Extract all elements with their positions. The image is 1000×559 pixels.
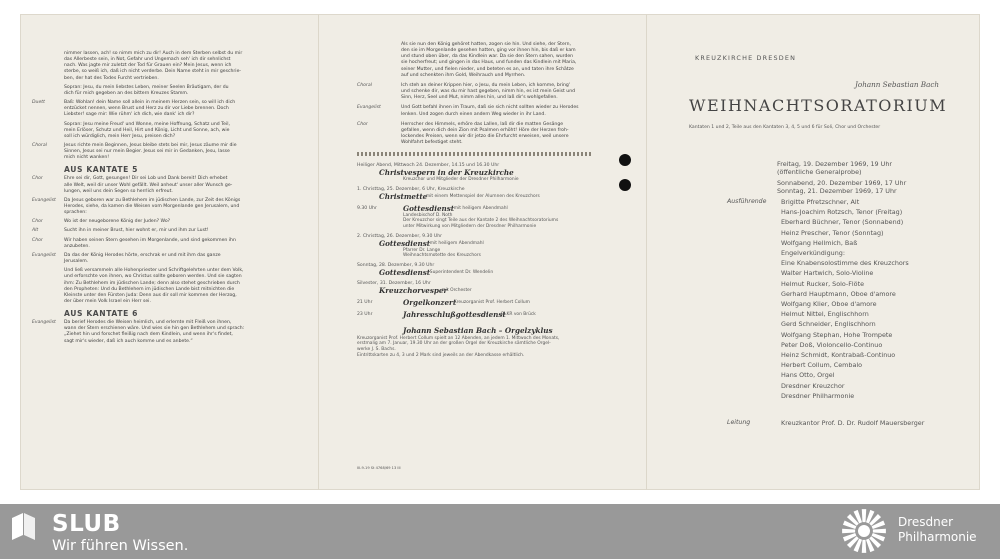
schedule-title: Orgelkonzert xyxy=(403,297,457,307)
text-line: Da das der König Herodes hörte, erschrak er und mit ihm das ganze xyxy=(64,252,221,258)
punch-hole xyxy=(619,179,631,191)
performer: Gerhard Hauptmann, Oboe d'amore xyxy=(781,289,896,298)
text-line: Jesus richte mein Beginnen, Jesus bleibe stets bei mir, Jesus zäume mir die xyxy=(64,142,237,148)
performer: Dresdner Kreuzchor xyxy=(781,381,845,390)
schedule-title: Christvespern in der Kreuzkirche xyxy=(379,168,514,178)
text-role: Chor xyxy=(32,219,43,225)
oratorio-title: WEIHNACHTSORATORIUM xyxy=(689,96,948,115)
work-subtitle: Kantaten 1 und 2, Teile aus den Kantaten 3, 4, 5 und 6 für Soli, Chor und Orchester xyxy=(689,125,881,130)
leitung-name: Kreuzkantor Prof. D. Dr. Rudolf Mauersberger xyxy=(781,419,925,427)
schedule-title: Gottesdienst xyxy=(379,267,431,277)
schedule-time: 9.30 Uhr xyxy=(357,205,377,211)
text-line: Da Jesus geboren war zu Bethlehem im jüdischen Lande, zur Zeit des Königs xyxy=(64,197,241,203)
text-line: der über mein Volk Israel ein Herr sei. xyxy=(64,298,151,304)
dresdner-philharmonie-logo-icon xyxy=(840,507,888,555)
text-line: und schenke dir, was du mir hast gegeben, nimm hin, es ist mein Geist und xyxy=(401,89,576,95)
text-line: lungen, weil uns dein Segen so herrlich erfreut. xyxy=(64,188,173,194)
text-role: Chor xyxy=(32,237,43,243)
text-line: ben, der hat des Todes Furcht vertrieben. xyxy=(64,75,159,81)
program-leaflet xyxy=(20,14,980,490)
text-line: Wohlfahrt befestiget steht. xyxy=(401,140,463,146)
zyklus-line: Eintrittskarten zu 4, 3 und 2 Mark sind jeweils an der Abendkasse erhältlich. xyxy=(357,352,525,358)
text-role: Choral xyxy=(357,82,372,88)
performer: Gerd Schneider, Englischhorn xyxy=(781,320,876,329)
text-line: dich für mich gegeben an des bittern Kreuzes Stamm. xyxy=(64,90,189,96)
text-role: Evangelist xyxy=(32,252,56,258)
performance-date: Sonnabend, 20. Dezember 1969, 17 Uhr xyxy=(777,179,907,187)
performer: Heinz Prescher, Tenor (Sonntag) xyxy=(781,228,884,237)
logo-ray xyxy=(862,509,866,522)
text-role: Duett xyxy=(32,100,45,106)
text-role: Evangelist xyxy=(32,320,56,326)
schedule-note: Superintendent Dr. Wendelin xyxy=(429,269,494,275)
text-line: entzücket nennen, wenn Brust und Herz zu dir vor Liebe brennen. Doch xyxy=(64,106,229,112)
text-line: Liebster! sage mir: Wie rühm' ich dich, wie dank' ich dir? xyxy=(64,112,195,118)
schedule-title: Gottesdienst xyxy=(403,203,455,213)
text-role: Evangelist xyxy=(357,105,381,111)
text-line: Und ließ versammeln alle Hohenpriester und Schriftgelehrten unter dem Volk, xyxy=(64,268,244,274)
text-line: mich nicht wanken! xyxy=(64,155,110,161)
schedule-line: Der Kreuzchor singt Teile aus der Kantate 2 des Weihnachtsoratoriums xyxy=(403,218,559,224)
section-heading: AUS KANTATE 5 xyxy=(64,165,139,175)
performance-date: Freitag, 19. Dezember 1969, 19 Uhr xyxy=(777,160,892,168)
performance-date: (öffentliche Generalprobe) xyxy=(777,168,862,176)
performer: Wolfgang Klier, Oboe d'amore xyxy=(781,300,877,308)
slub-title: SLUB xyxy=(52,511,121,537)
text-line: Jerusalem. xyxy=(64,259,89,265)
text-line: nimmer lassen, ach! so nimm mich zu dir! Auch in dem Sterben selbst du mir xyxy=(64,51,243,56)
schedule-title: Christmette xyxy=(379,191,428,201)
text-line: den sie im Morgenlande gesehen hatten, ging vor ihnen hin, bis daß er kam xyxy=(401,48,576,54)
text-line: Als sie nun den König gehöret hatten, zogen sie hin. Und siehe, der Stern, xyxy=(401,42,571,47)
text-role: Chor xyxy=(357,121,368,127)
left-panel xyxy=(20,14,318,490)
performer: Brigitte Pfretzschner, Alt xyxy=(781,198,860,206)
performer: Walter Hartwich, Solo-Violine xyxy=(781,269,874,278)
section-heading: AUS KANTATE 6 xyxy=(64,309,139,319)
performance-date: Sonntag, 21. Dezember 1969, 17 Uhr xyxy=(777,187,897,195)
performer: Herbert Collum, Cembalo xyxy=(781,361,863,370)
punch-hole xyxy=(619,154,631,166)
schedule-note: mit einem Mettenspiel der Alumnen des Kreuzchors xyxy=(425,193,540,199)
text-line: lockendes Preisen, wenn wir dir jetzo die Ehrfurcht erweisen, weil unsere xyxy=(401,133,569,139)
schedule-line: Landesbischof D. Noth xyxy=(403,212,453,218)
text-line: auf und schenkten ihm Gold, Weihrauch und Myrrhen. xyxy=(401,72,526,78)
text-line: sagt mir's wieder, daß ich auch komme und es anbete.“ xyxy=(64,338,193,344)
schedule-time: 23 Uhr xyxy=(357,311,373,317)
middle-panel xyxy=(319,14,645,490)
performer: Eberhard Büchner, Tenor (Sonnabend) xyxy=(781,218,904,227)
performer: Wolfgang Hellmich, Baß xyxy=(781,238,858,247)
text-line: soll ich würdiglich, mein Herr Jesu, preisen dich? xyxy=(64,133,176,139)
leitung-label: Leitung xyxy=(727,419,751,426)
performer: Peter Doß, Violoncello-Continuo xyxy=(781,340,883,349)
schedule-line: Weihnachtsmotette des Kreuzchors xyxy=(403,253,481,259)
text-line: Sopran: Jesu meine Freud' und Wonne, meine Hoffnung, Schatz und Teil, xyxy=(64,121,230,127)
logo-ray xyxy=(873,529,886,533)
text-line: gefallen, wenn dich dein Zion mit Psalmen erhöht! Höre der Herzen froh- xyxy=(401,127,569,133)
performer: Hans-Joachim Rotzsch, Tenor (Freitag) xyxy=(781,208,903,217)
zyklus-title: Johann Sebastian Bach – Orgelzyklus xyxy=(403,325,553,335)
text-line: den Propheten: Und du Bethlehem im jüdischen Lande bist mitnichten die xyxy=(64,286,235,292)
text-role: Evangelist xyxy=(32,197,56,203)
schedule-date: Sonntag, 28. Dezember, 9.30 Uhr xyxy=(357,262,435,268)
schedule-date: 2. Christtag, 26. Dezember, 9.30 Uhr xyxy=(357,233,443,239)
text-line: das Allerbeste sein, in Not, Gefahr und Ungemach seh' ich dir sehnlichst xyxy=(64,57,231,63)
schedule-note: mit heiligem Abendmahl xyxy=(429,240,484,246)
church-name: KREUZKIRCHE DRESDEN xyxy=(695,54,797,62)
zyklus-line: erstmalig am 7. Januar, 19.30 Uhr an der großen Orgel der Kreuzkirche sämtliche Orgel- xyxy=(357,341,551,347)
text-line: Sinnen, Jesus sei nur mein Begier. Jesus sei mir in Gedanken, Jesu, lasse xyxy=(64,149,230,155)
print-code: III-9-19 St 4768/69 13 III xyxy=(357,466,401,470)
performers-label: Ausführende xyxy=(727,198,767,205)
composer-name: Johann Sebastian Bach xyxy=(855,80,940,89)
text-line: Sopran: Jesu, du mein liebstes Leben, meiner Seelen Bräutigam, der du xyxy=(64,84,229,90)
schedule-note: mit heiligem Abendmahl xyxy=(453,205,508,211)
text-line: mein Erlöser, Schutz und Heil, Hirt und König, Licht und Sonne, ach, wie xyxy=(64,127,230,133)
text-role: Chor xyxy=(32,176,43,182)
text-line: Sucht ihn in meiner Brust, hier wohnt er, mir und ihm zur Lust! xyxy=(64,228,209,234)
text-role: Choral xyxy=(32,142,47,148)
slub-subtitle: Wir führen Wissen. xyxy=(52,538,189,554)
text-line: Und Gott befahl ihnen im Traum, daß sie sich nicht sollten wieder zu Herodes xyxy=(401,105,579,111)
text-line: Herodes, siehe, da kamen die Weisen vom Morgenlande gen Jerusalem, und xyxy=(64,204,240,209)
schedule-time: 21 Uhr xyxy=(357,299,373,305)
text-line: sterbe, so weiß ich, daß ich nicht verderbe. Dein Name steht in mir geschrie- xyxy=(64,69,242,75)
slub-logo-icon xyxy=(12,513,35,540)
schedule-title: Kreuzchorvesper xyxy=(379,285,448,295)
text-line: Wo ist der neugeborene König der Juden? Wo? xyxy=(64,219,171,225)
logo-ray xyxy=(862,540,866,553)
text-line: und stund oben über, da das Kindlein war. Da sie den Stern sahen, wurden xyxy=(401,54,574,60)
text-line: alle Welt, weil dir unser Wohl gefällt. Weil anheut' unser aller Wunsch ge- xyxy=(64,182,233,188)
performer: Engelverkündigung: xyxy=(781,249,845,257)
schedule-line: Kreuzchor und Mitglieder der Dresdner Philharmonie xyxy=(403,177,519,183)
dp-line-1: Dresdner xyxy=(898,515,954,529)
schedule-title: Jahresschlußgottesdienst xyxy=(403,309,506,319)
performer: Helmut Nittel, Englischhorn xyxy=(781,310,869,319)
text-line: Wir haben seinen Stern gesehen im Morgenlande, und sind gekommen ihn xyxy=(64,237,236,243)
text-line: Herrscher des Himmels, erhöre das Lallen, laß dir die matten Gesänge xyxy=(401,121,564,127)
text-role: Alt xyxy=(32,228,39,234)
text-line: Baß: Wohlan! dein Name soll allein in meinem Herzen sein, so will ich dich xyxy=(64,100,236,106)
text-line: „Ziehet hin und forschet fleißig nach dem Kindlein, und wenn ihr's findet, xyxy=(64,332,233,338)
schedule-title: Gottesdienst xyxy=(379,238,431,248)
performer: Wolfgang Stephan, Hohe Trompete xyxy=(781,330,893,339)
schedule-note: mit Orchester xyxy=(441,287,472,293)
text-line: Ehre sei dir, Gott, gesungen! Dir sei Lob und Dank bereit! Dich erhebet xyxy=(64,176,228,182)
footer-bar xyxy=(0,504,1000,559)
text-line: Ich steh an deiner Krippen hier, o Jesu, du mein Leben, ich komme, bring' xyxy=(401,82,571,88)
schedule-line: Pfarrer Dr. Lange xyxy=(403,247,441,253)
text-line: sprachen: xyxy=(64,210,87,216)
schedule-date: Heiliger Abend, Mittwoch 24. Dezember, 14.15 und 16.30 Uhr xyxy=(357,163,500,169)
text-line: lenken. Und zogen durch einen andern Weg wieder in ihr Land. xyxy=(401,111,546,117)
right-panel xyxy=(647,14,980,490)
logo-ray xyxy=(842,529,855,533)
dresdner-philharmonie-title xyxy=(898,515,977,545)
schedule-note: Kreuzorganist Prof. Herbert Collum xyxy=(453,299,530,305)
text-line: ihm: Zu Bethlehem im jüdischen Lande; denn also stehet geschrieben durch xyxy=(64,280,240,286)
schedule-date: 1. Christtag, 25. Dezember, 6 Uhr, Kreuzkirche xyxy=(357,186,465,192)
zyklus-line: Kreuzorganist Prof. Herbert Collum spielt an 12 Abenden, an jedem 1. Mittwoch des Monats, xyxy=(357,335,560,341)
text-line: sie hocherfreut; und gingen in das Haus, und funden das Kindlein mit Maria, xyxy=(401,60,577,66)
text-line: Kleinste unter den Fürsten Juda: Denn aus dir soll mir kommen der Herzog, xyxy=(64,292,237,298)
text-line: Sinn, Herz, Seel und Mut, nimm alles hin, und laß dir's wohlgefallen. xyxy=(401,95,558,101)
performer: Hans Otto, Orgel xyxy=(781,371,835,380)
performer: Dresdner Philharmonie xyxy=(781,391,855,400)
performer: Eine Knabensolostimme des Kreuzchors xyxy=(781,259,909,268)
dp-line-2: Philharmonie xyxy=(898,530,977,544)
schedule-date: Silvester, 31. Dezember, 16 Uhr xyxy=(357,280,431,286)
performer: Helmut Rucker, Solo-Flöte xyxy=(781,279,865,288)
ornament-divider xyxy=(357,152,593,156)
text-line: wann der Stern erschienen wäre. Und wies sie hin gen Bethlehem und sprach: xyxy=(64,326,245,332)
text-line: seiner Mutter, und fielen nieder, und beteten es an, und taten ihre Schätze xyxy=(401,66,574,72)
performer: Heinz Schmidt, Kontrabaß-Continuo xyxy=(781,351,896,359)
text-line: nach. Was jagte mir zuletzt der Tod für Grauen ein? Mein Jesus, wenn ich xyxy=(64,63,232,69)
zyklus-line: werke J. S. Bachs. xyxy=(357,347,396,353)
text-line: und erforschte von ihnen, wo Christus sollte geboren werden. Und sie sagten xyxy=(64,274,242,280)
text-line: anzubeten. xyxy=(64,243,90,249)
schedule-note: OLKR von Brück xyxy=(500,311,536,317)
text-line: Da berief Herodes die Weisen heimlich, und erlernte mit Fleiß von ihnen, xyxy=(64,320,232,326)
schedule-line: unter Mitwirkung von Mitgliedern der Dresdner Philharmonie xyxy=(403,224,537,230)
